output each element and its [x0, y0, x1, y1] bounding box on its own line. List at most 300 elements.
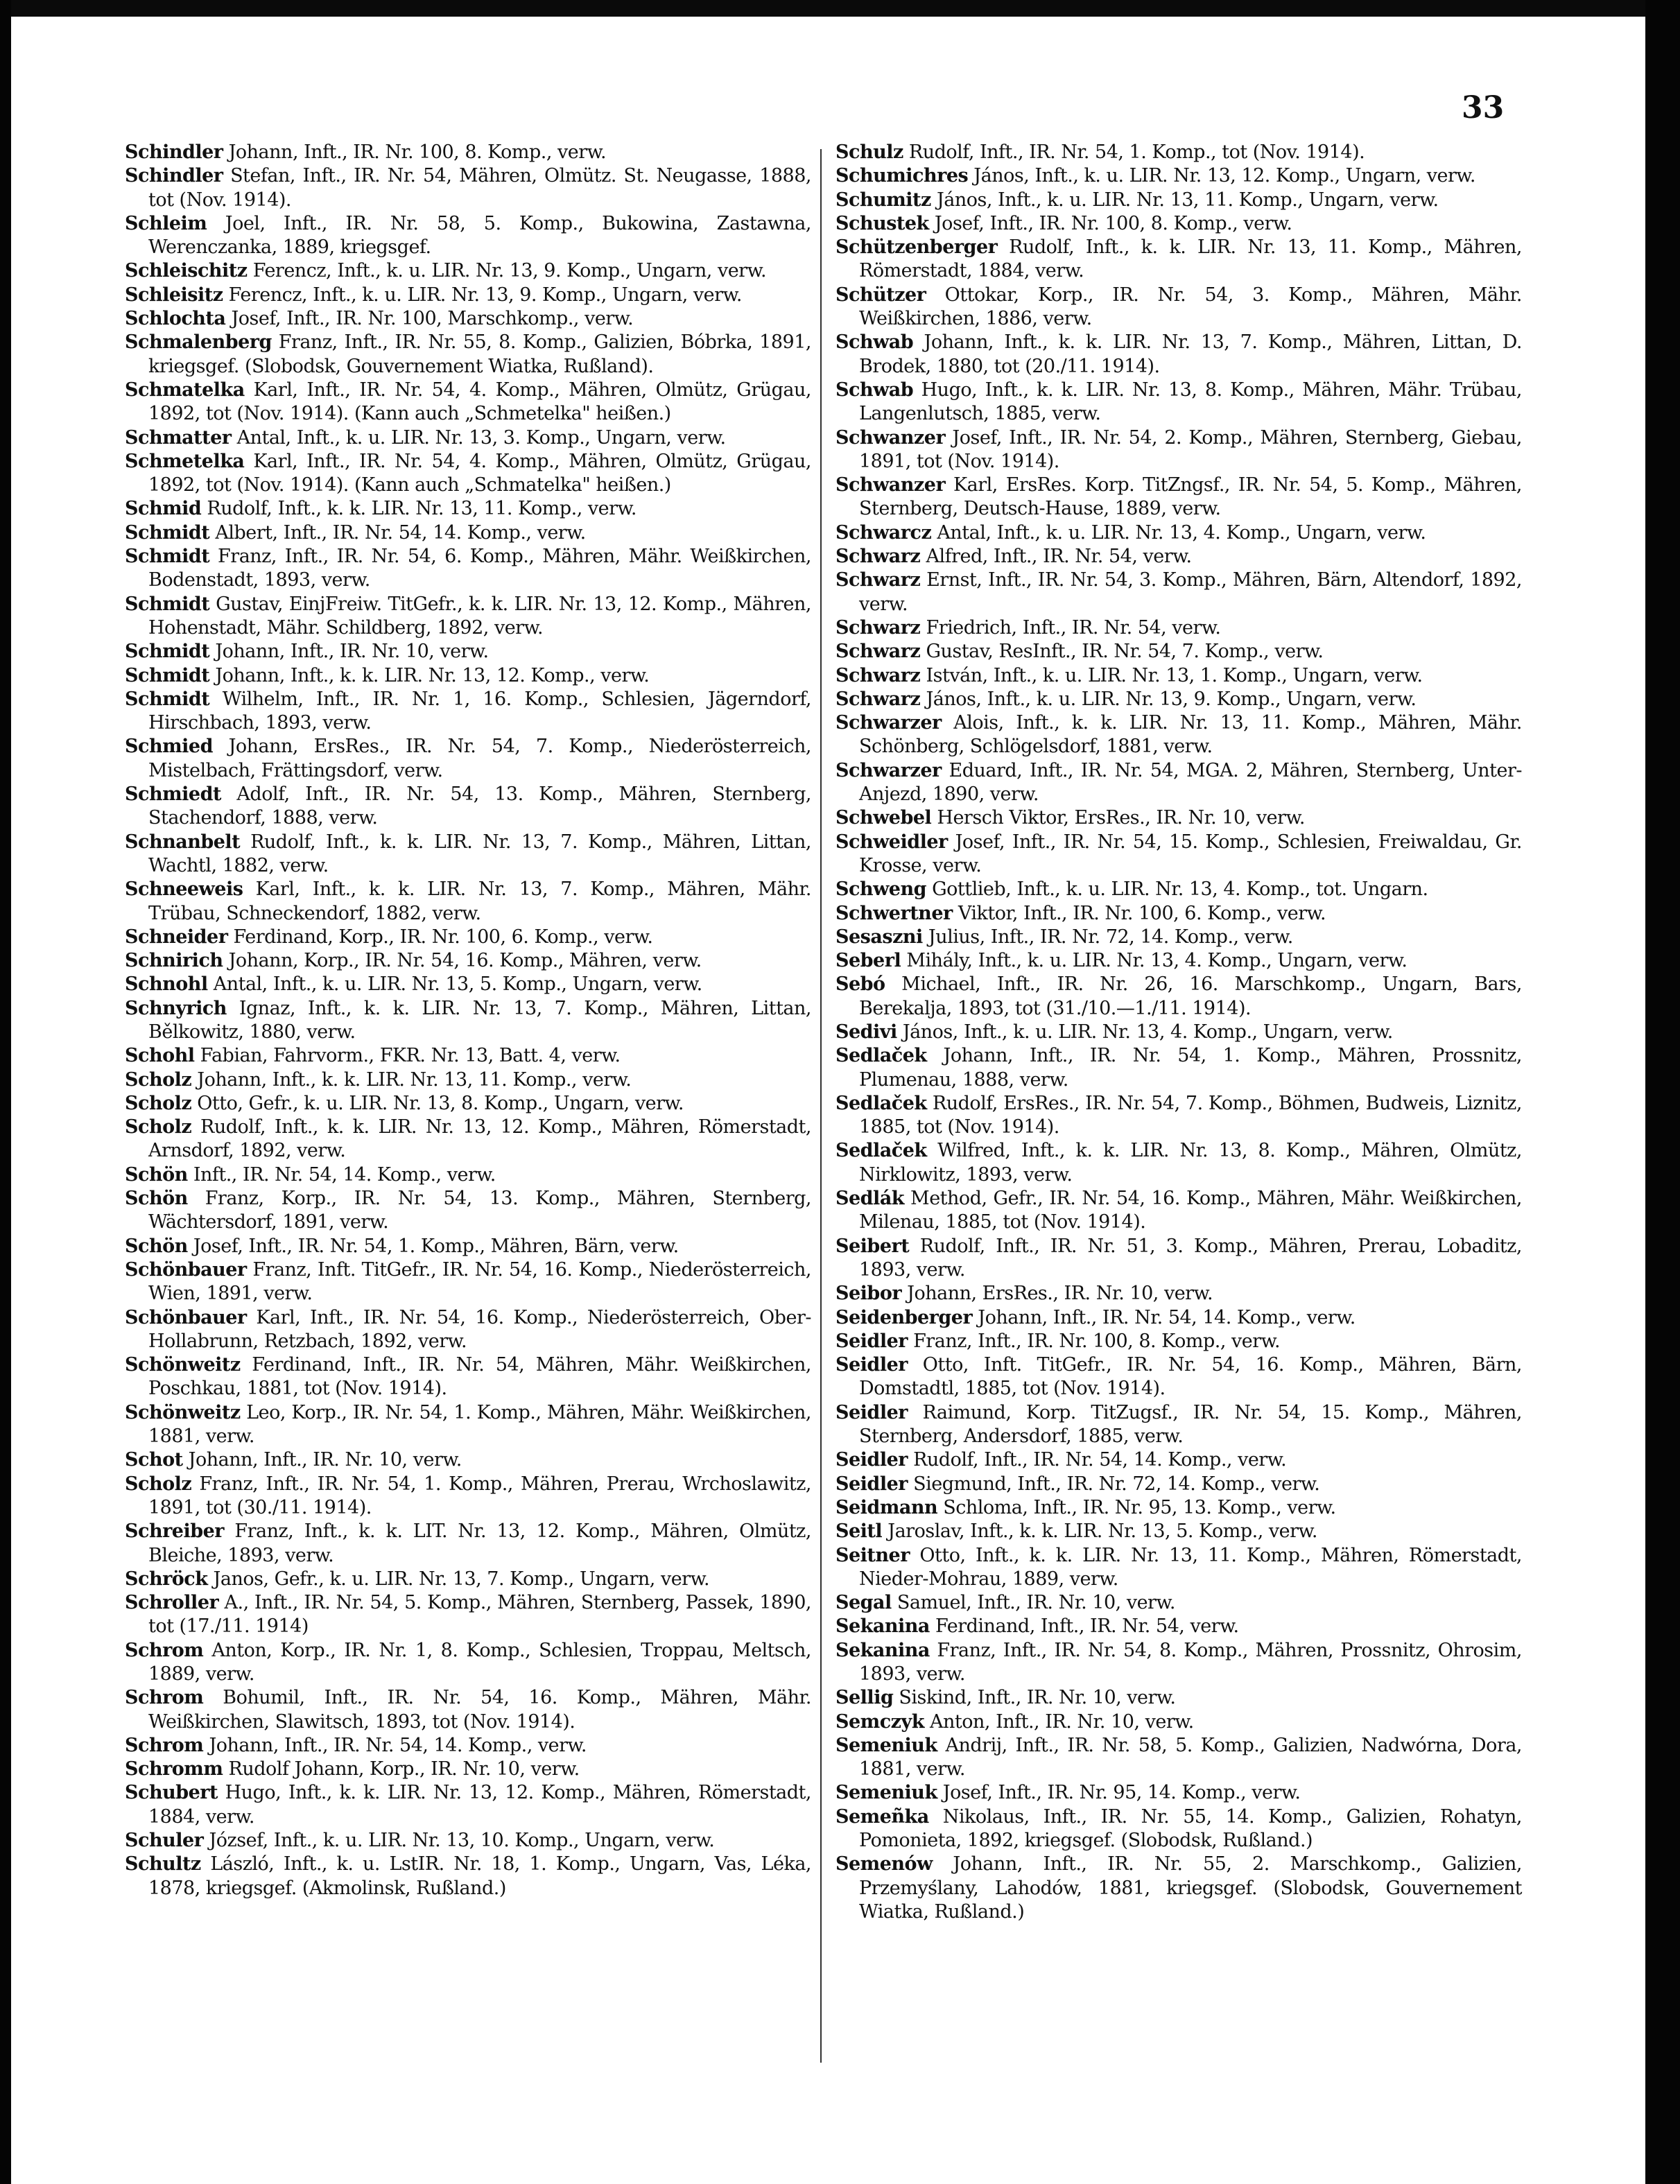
entry-details: Josef, Inft., IR. Nr. 100, 8. Komp., verw.	[934, 212, 1292, 234]
entry-surname: Schwarz	[835, 546, 921, 568]
entry-details: Johann, Inft., IR. Nr. 100, 8. Komp., verw.	[228, 141, 607, 163]
entry-surname: Schreiber	[125, 1520, 225, 1543]
entry-details: Franz, Inft., IR. Nr. 54, 1. Komp., Mähren, Prerau, Wrchoslawitz, 1891, tot (30./11. 1914).	[148, 1473, 812, 1518]
entry-details: Rudolf, Inft., k. k. LIR. Nr. 13, 11. Komp., verw.	[207, 498, 637, 520]
register-entry	[835, 664, 1522, 688]
register-entry	[835, 212, 1522, 236]
register-entry	[835, 1401, 1522, 1449]
entry-surname: Schmid	[125, 498, 202, 520]
entry-surname: Schrom	[125, 1639, 204, 1661]
entry-surname: Schwarz	[835, 688, 921, 710]
column-divider	[820, 149, 822, 2063]
entry-details: Karl, Inft., IR. Nr. 54, 16. Komp., Niederösterreich, Ober-Hollabrunn, Retzbach, 1892, verw.	[148, 1306, 811, 1352]
scan-border-left	[0, 0, 11, 2184]
entry-surname: Semczyk	[835, 1710, 924, 1733]
register-entry	[835, 640, 1522, 664]
entry-details: Anton, Korp., IR. Nr. 1, 8. Komp., Schlesien, Troppau, Meltsch, 1889, verw.	[148, 1639, 811, 1685]
register-entry	[125, 141, 811, 164]
entry-details: Franz, Korp., IR. Nr. 54, 13. Komp., Mähren, Sternberg, Wächtersdorf, 1891, verw.	[148, 1188, 811, 1233]
entry-surname: Schmidt	[125, 593, 210, 615]
entry-details: Gustav, EinjFreiw. TitGefr., k. k. LIR. Nr. 13, 12. Komp., Mähren, Hohenstadt, Mähr. Schildberg, 1892, verw.	[148, 593, 811, 639]
entry-surname: Sedivi	[835, 1021, 897, 1043]
register-entry	[125, 164, 811, 212]
entry-surname: Schwarzer	[835, 712, 942, 734]
entry-surname: Schwab	[835, 331, 914, 354]
entry-details: László, Inft., k. u. LstIR. Nr. 18, 1. Komp., Ungarn, Vas, Léka, 1878, kriegsgef. (Akmolinsk, Rußland.)	[148, 1853, 811, 1899]
entry-details: Jaroslav, Inft., k. k. LIR. Nr. 13, 5. Komp., verw.	[887, 1520, 1317, 1543]
entry-surname: Semenów	[835, 1853, 933, 1875]
entry-details: Antal, Inft., k. u. LIR. Nr. 13, 5. Komp., Ungarn, verw.	[213, 973, 702, 996]
register-entry	[125, 688, 811, 736]
register-entry	[125, 1044, 811, 1068]
register-entry	[835, 688, 1522, 711]
entry-details: Otto, Inft. TitGefr., IR. Nr. 54, 16. Komp., Mähren, Bärn, Domstadtl, 1885, tot (Nov. 1914).	[859, 1354, 1522, 1400]
entry-surname: Schnirich	[125, 950, 223, 972]
entry-details: Rudolf Johann, Korp., IR. Nr. 10, verw.	[228, 1758, 580, 1780]
register-entry	[835, 926, 1522, 949]
entry-surname: Schwertner	[835, 902, 953, 924]
entry-details: Stefan, Inft., IR. Nr. 54, Mähren, Olmütz. St. Neugasse, 1888, tot (Nov. 1914).	[148, 165, 811, 211]
entry-surname: Schindler	[125, 165, 223, 187]
entry-surname: Schön	[125, 1188, 188, 1210]
register-entry	[125, 664, 811, 688]
entry-surname: Schnyrich	[125, 997, 227, 1019]
entry-surname: Segal	[835, 1592, 892, 1614]
entry-details: István, Inft., k. u. LIR. Nr. 13, 1. Komp., Ungarn, verw.	[926, 664, 1423, 686]
entry-surname: Schwarzer	[835, 759, 942, 781]
register-entry	[125, 973, 811, 996]
entry-surname: Sedlaček	[835, 1045, 927, 1067]
register-entry	[125, 450, 811, 498]
register-entry	[125, 1853, 811, 1900]
register-entry	[125, 831, 811, 878]
entry-surname: Schwebel	[835, 807, 932, 829]
register-entry	[125, 1092, 811, 1116]
entry-surname: Schön	[125, 1163, 188, 1186]
register-entry	[835, 569, 1522, 616]
entry-details: Gustav, ResInft., IR. Nr. 54, 7. Komp., verw.	[926, 641, 1324, 663]
register-entry	[835, 759, 1522, 807]
entry-details: Johann, Inft., k. k. LIR. Nr. 13, 11. Komp., verw.	[197, 1068, 632, 1091]
entry-surname: Schmidt	[125, 641, 210, 663]
entry-surname: Scholz	[125, 1116, 192, 1138]
entry-details: Alfred, Inft., IR. Nr. 54, verw.	[926, 546, 1192, 568]
register-entry	[125, 307, 811, 331]
register-entry	[125, 545, 811, 593]
register-entry	[835, 902, 1522, 926]
register-entry	[835, 521, 1522, 545]
register-entry	[125, 1353, 811, 1401]
entry-surname: Seidenberger	[835, 1306, 973, 1328]
register-entry	[835, 1591, 1522, 1615]
entry-details: Josef, Inft., IR. Nr. 54, 15. Komp., Schlesien, Freiwaldau, Gr. Krosse, verw.	[859, 831, 1522, 876]
entry-details: József, Inft., k. u. LIR. Nr. 13, 10. Komp., Ungarn, verw.	[209, 1830, 715, 1852]
entry-surname: Seibor	[835, 1283, 902, 1305]
register-entry	[835, 379, 1522, 426]
entry-surname: Sellig	[835, 1687, 894, 1709]
register-entry	[125, 1568, 811, 1591]
entry-details: Michael, Inft., IR. Nr. 26, 16. Marschkomp., Ungarn, Bars, Berekalja, 1893, tot (31./10.—1./11. 1914).	[859, 973, 1522, 1019]
entry-details: János, Inft., k. u. LIR. Nr. 13, 9. Komp., Ungarn, verw.	[926, 688, 1417, 710]
entry-surname: Schmidt	[125, 546, 210, 568]
entry-details: Schloma, Inft., IR. Nr. 95, 13. Komp., verw.	[943, 1496, 1336, 1518]
entry-surname: Schmatter	[125, 426, 232, 449]
entry-details: Johann, Inft., IR. Nr. 54, 14. Komp., verw.	[978, 1306, 1356, 1328]
scan-border-right	[1645, 0, 1680, 2184]
entry-surname: Schromm	[125, 1758, 223, 1780]
entry-surname: Seidler	[835, 1473, 908, 1495]
entry-details: Johann, Inft., k. k. LIR. Nr. 13, 12. Komp., verw.	[215, 664, 650, 686]
entry-surname: Schwarz	[835, 569, 921, 591]
entry-surname: Schrom	[125, 1687, 204, 1709]
entry-surname: Schmidt	[125, 688, 210, 710]
entry-surname: Sesaszni	[835, 926, 923, 948]
entry-surname: Schindler	[125, 141, 223, 163]
entry-surname: Seidler	[835, 1401, 908, 1423]
entry-surname: Schohl	[125, 1045, 195, 1067]
register-entry	[125, 1306, 811, 1354]
entry-surname: Sebó	[835, 973, 885, 996]
register-entry	[835, 973, 1522, 1021]
entry-details: Antal, Inft., k. u. LIR. Nr. 13, 3. Komp., Ungarn, verw.	[236, 426, 726, 449]
entry-details: Ferdinand, Inft., IR. Nr. 54, verw.	[935, 1615, 1239, 1638]
register-entry	[835, 426, 1522, 474]
entry-surname: Schmetelka	[125, 450, 245, 472]
entry-surname: Semeniuk	[835, 1734, 937, 1756]
entry-surname: Semeñka	[835, 1805, 929, 1828]
entry-details: Hugo, Inft., k. k. LIR. Nr. 13, 8. Komp., Mähren, Mähr. Trübau, Langenlutsch, 1885, verw.	[859, 379, 1522, 425]
scan-border-top	[0, 0, 1680, 17]
entry-details: Josef, Inft., IR. Nr. 100, Marschkomp., verw.	[231, 308, 634, 330]
entry-surname: Schönbauer	[125, 1306, 247, 1328]
entry-surname: Schwanzer	[835, 426, 946, 449]
entry-details: Bohumil, Inft., IR. Nr. 54, 16. Komp., Mähren, Mähr. Weißkirchen, Slawitsch, 1893, tot (Nov. 1914).	[148, 1687, 811, 1733]
entry-details: Rudolf, Inft., k. k. LIR. Nr. 13, 12. Komp., Mähren, Römerstadt, Arnsdorf, 1892, verw.	[148, 1116, 811, 1162]
entry-surname: Schlochta	[125, 308, 226, 330]
entry-details: Karl, Inft., k. k. LIR. Nr. 13, 7. Komp., Mähren, Mähr. Trübau, Schneckendorf, 1882, verw.	[148, 878, 811, 924]
register-entry	[835, 806, 1522, 830]
entry-surname: Seitl	[835, 1520, 883, 1543]
entry-details: Eduard, Inft., IR. Nr. 54, MGA. 2, Mähren, Sternberg, Unter-Anjezd, 1890, verw.	[859, 759, 1522, 806]
entry-surname: Sedlaček	[835, 1092, 927, 1114]
entry-details: Ernst, Inft., IR. Nr. 54, 3. Komp., Mähren, Bärn, Altendorf, 1892, verw.	[859, 569, 1523, 615]
register-entry	[835, 1448, 1522, 1472]
entry-details: Johann, ErsRes., IR. Nr. 10, verw.	[907, 1283, 1213, 1305]
entry-details: Siskind, Inft., IR. Nr. 10, verw.	[899, 1687, 1176, 1709]
entry-details: Ferdinand, Inft., IR. Nr. 54, Mähren, Mähr. Weißkirchen, Poschkau, 1881, tot (Nov. 1914).	[148, 1354, 811, 1400]
entry-details: Franz, Inft., k. k. LIT. Nr. 13, 12. Komp., Mähren, Olmütz, Bleiche, 1893, verw.	[148, 1520, 811, 1566]
entry-details: Hugo, Inft., k. k. LIR. Nr. 13, 12. Komp., Mähren, Römerstadt, 1884, verw.	[148, 1782, 811, 1828]
register-entry	[835, 1353, 1522, 1401]
entry-surname: Sekanina	[835, 1639, 930, 1661]
entry-details: Rudolf, Inft., k. k. LIR. Nr. 13, 11. Komp., Mähren, Römerstadt, 1884, verw.	[859, 236, 1522, 282]
register-entry	[125, 1734, 811, 1758]
register-entry	[125, 1235, 811, 1258]
entry-surname: Seidmann	[835, 1496, 938, 1518]
entry-surname: Schwarz	[835, 616, 921, 639]
entry-surname: Schönweitz	[125, 1401, 241, 1423]
entry-surname: Schrom	[125, 1734, 204, 1756]
entry-details: Alois, Inft., k. k. LIR. Nr. 13, 11. Komp., Mähren, Mähr. Schönberg, Schlögelsdorf, 1881, verw.	[859, 712, 1522, 758]
entry-surname: Schmiedt	[125, 783, 221, 806]
entry-surname: Schustek	[835, 212, 929, 234]
entry-details: Ignaz, Inft., k. k. LIR. Nr. 13, 7. Komp., Mähren, Littan, Bělkowitz, 1880, verw.	[148, 997, 811, 1043]
entry-surname: Schleim	[125, 212, 207, 234]
register-entry	[835, 189, 1522, 212]
entry-details: Johann, Inft., IR. Nr. 54, 14. Komp., verw.	[209, 1734, 587, 1756]
entry-details: Raimund, Korp. TitZugsf., IR. Nr. 54, 15. Komp., Mähren, Sternberg, Andersdorf, 1885, verw.	[859, 1401, 1522, 1448]
entry-surname: Schmidt	[125, 521, 210, 544]
entry-details: Josef, Inft., IR. Nr. 54, 1. Komp., Mähren, Bärn, verw.	[193, 1235, 679, 1257]
entry-details: Rudolf, ErsRes., IR. Nr. 54, 7. Komp., Böhmen, Budweis, Liznitz, 1885, tot (Nov. 1914).	[859, 1092, 1522, 1138]
register-entry	[125, 997, 811, 1045]
entry-details: Friedrich, Inft., IR. Nr. 54, verw.	[926, 616, 1221, 639]
register-entry	[835, 1235, 1522, 1283]
register-entry	[125, 1473, 811, 1520]
register-entry	[125, 497, 811, 521]
entry-surname: Schröck	[125, 1568, 208, 1590]
entry-surname: Schweng	[835, 878, 926, 901]
entry-details: Franz, Inft., IR. Nr. 54, 6. Komp., Mähren, Mähr. Weißkirchen, Bodenstadt, 1893, verw.	[148, 546, 811, 591]
entry-details: Hersch Viktor, ErsRes., IR. Nr. 10, verw.	[937, 807, 1305, 829]
register-entry	[125, 593, 811, 641]
register-entry	[125, 1829, 811, 1853]
entry-details: Karl, Inft., IR. Nr. 54, 4. Komp., Mähren, Olmütz, Grügau, 1892, tot (Nov. 1914). (Kann auch „Schmetelka" heißen.)	[148, 379, 811, 425]
register-entry	[835, 616, 1522, 640]
entry-surname: Schwanzer	[835, 474, 946, 496]
entry-surname: Seibert	[835, 1235, 910, 1257]
register-entry	[835, 1473, 1522, 1496]
register-entry	[835, 545, 1522, 569]
entry-surname: Schmied	[125, 736, 213, 758]
entry-details: Rudolf, Inft., k. k. LIR. Nr. 13, 7. Komp., Mähren, Littan, Wachtl, 1882, verw.	[148, 831, 811, 876]
entry-surname: Schnanbelt	[125, 831, 241, 853]
entry-details: Rudolf, Inft., IR. Nr. 54, 14. Komp., verw.	[913, 1449, 1287, 1471]
entry-details: Josef, Inft., IR. Nr. 95, 14. Komp., verw.	[942, 1782, 1301, 1804]
register-entry	[125, 926, 811, 949]
entry-details: Anton, Inft., IR. Nr. 10, verw.	[930, 1710, 1194, 1733]
entry-surname: Sedlaček	[835, 1140, 927, 1162]
register-entry	[835, 1092, 1522, 1140]
page-number: 33	[1462, 90, 1505, 125]
register-entry	[835, 1330, 1522, 1353]
entry-details: Johann, Inft., IR. Nr. 54, 1. Komp., Mähren, Prossnitz, Plumenau, 1888, verw.	[859, 1045, 1522, 1091]
register-entry	[125, 1686, 811, 1734]
entry-surname: Schwarcz	[835, 521, 932, 544]
register-entry	[125, 735, 811, 783]
register-entry	[835, 1282, 1522, 1306]
register-entry	[125, 1258, 811, 1306]
register-entry	[125, 331, 811, 379]
entry-surname: Seitner	[835, 1544, 910, 1566]
register-entry	[835, 236, 1522, 284]
register-entry	[835, 141, 1522, 164]
register-entry	[125, 1591, 811, 1639]
entry-details: Johann, ErsRes., IR. Nr. 54, 7. Komp., Niederösterreich, Mistelbach, Frättingsdorf, verw.	[148, 736, 811, 781]
entry-details: Wilhelm, Inft., IR. Nr. 1, 16. Komp., Schlesien, Jägerndorf, Hirschbach, 1893, verw.	[148, 688, 811, 734]
entry-surname: Seidler	[835, 1330, 908, 1352]
left-column	[125, 141, 811, 1900]
entry-details: Mihály, Inft., k. u. LIR. Nr. 13, 4. Komp., Ungarn, verw.	[906, 950, 1408, 972]
entry-surname: Schnohl	[125, 973, 208, 996]
register-entry	[125, 284, 811, 307]
register-entry	[835, 1306, 1522, 1330]
entry-details: János, Inft., k. u. LIR. Nr. 13, 12. Komp., Ungarn, verw.	[973, 165, 1475, 187]
register-entry	[125, 640, 811, 664]
entry-details: János, Inft., k. u. LIR. Nr. 13, 4. Komp., Ungarn, verw.	[902, 1021, 1393, 1043]
entry-surname: Schulz	[835, 141, 903, 163]
register-entry	[835, 1639, 1522, 1687]
register-entry	[125, 1781, 811, 1829]
entry-details: Johann, Inft., IR. Nr. 10, verw.	[215, 641, 489, 663]
entry-surname: Schwab	[835, 379, 914, 401]
register-entry	[835, 1139, 1522, 1187]
entry-details: Otto, Inft., k. k. LIR. Nr. 13, 11. Komp., Mähren, Römerstadt, Nieder-Mohrau, 1889, verw.	[859, 1544, 1522, 1590]
entry-surname: Schmatelka	[125, 379, 245, 401]
entry-details: Franz, Inft., IR. Nr. 100, 8. Komp., verw.	[913, 1330, 1281, 1352]
register-entry	[835, 1734, 1522, 1782]
entry-surname: Schwarz	[835, 641, 921, 663]
entry-details: Adolf, Inft., IR. Nr. 54, 13. Komp., Mähren, Sternberg, Stachendorf, 1888, verw.	[148, 783, 811, 829]
entry-details: Viktor, Inft., IR. Nr. 100, 6. Komp., verw.	[958, 902, 1326, 924]
entry-surname: Schroller	[125, 1592, 219, 1614]
entry-details: Karl, Inft., IR. Nr. 54, 4. Komp., Mähren, Olmütz, Grügau, 1892, tot (Nov. 1914). (Kann auch „Schmatelka" heißen.)	[148, 450, 811, 496]
register-entry	[835, 1686, 1522, 1710]
entry-details: Franz, Inft., IR. Nr. 55, 8. Komp., Galizien, Bóbrka, 1891, kriegsgef. (Slobodsk, Gouvernement Wiatka, Rußland).	[148, 331, 811, 377]
register-entry	[835, 474, 1522, 521]
register-entry	[125, 1068, 811, 1092]
entry-surname: Semeniuk	[835, 1782, 937, 1804]
register-entry	[835, 1187, 1522, 1235]
right-column	[835, 141, 1522, 1924]
entry-surname: Schot	[125, 1449, 183, 1471]
entry-surname: Seberl	[835, 950, 901, 972]
entry-details: Ferencz, Inft., k. u. LIR. Nr. 13, 9. Komp., Ungarn, verw.	[252, 260, 767, 282]
register-entry	[125, 521, 811, 545]
entry-details: Ferencz, Inft., k. u. LIR. Nr. 13, 9. Komp., Ungarn, verw.	[228, 284, 743, 306]
entry-details: Nikolaus, Inft., IR. Nr. 55, 14. Komp., Galizien, Rohatyn, Pomonieta, 1892, kriegsgef. (Slobodsk, Rußland.)	[859, 1805, 1522, 1852]
register-entry	[835, 878, 1522, 901]
entry-surname: Sekanina	[835, 1615, 930, 1638]
register-entry	[125, 259, 811, 283]
entry-details: Franz, Inft., IR. Nr. 54, 8. Komp., Mähren, Prossnitz, Ohrosim, 1893, verw.	[859, 1639, 1522, 1685]
register-entry	[835, 164, 1522, 188]
register-entry	[835, 1544, 1522, 1592]
entry-details: Samuel, Inft., IR. Nr. 10, verw.	[897, 1592, 1175, 1614]
entry-details: Johann, Inft., IR. Nr. 55, 2. Marschkomp., Galizien, Przemyślany, Lahodów, 1881, kriegsgef. (Slobodsk, Gouvernement Wiatka, Rußland.)	[859, 1853, 1522, 1923]
register-entry	[125, 1448, 811, 1472]
entry-surname: Scholz	[125, 1092, 192, 1114]
register-entry	[125, 1758, 811, 1781]
entry-details: A., Inft., IR. Nr. 54, 5. Komp., Mähren, Sternberg, Passek, 1890, tot (17./11. 1914)	[148, 1592, 811, 1638]
entry-surname: Schumichres	[835, 165, 969, 187]
register-entry	[835, 331, 1522, 379]
register-entry	[125, 1163, 811, 1187]
entry-details: János, Inft., k. u. LIR. Nr. 13, 11. Komp., Ungarn, verw.	[936, 189, 1439, 211]
entry-details: Leo, Korp., IR. Nr. 54, 1. Komp., Mähren, Mähr. Weißkirchen, 1881, verw.	[148, 1401, 811, 1448]
register-entry	[125, 379, 811, 426]
entry-details: Franz, Inft. TitGefr., IR. Nr. 54, 16. Komp., Niederösterreich, Wien, 1891, verw.	[148, 1258, 811, 1305]
entry-details: Johann, Inft., k. k. LIR. Nr. 13, 7. Komp., Mähren, Littan, D. Brodek, 1880, tot (20./11. 1914).	[859, 331, 1522, 377]
entry-details: Joel, Inft., IR. Nr. 58, 5. Komp., Bukowina, Zastawna, Werenczanka, 1889, kriegsgef.	[148, 212, 811, 259]
register-entry	[835, 831, 1522, 878]
register-entry	[125, 1401, 811, 1449]
register-entry	[835, 1044, 1522, 1092]
entry-details: Rudolf, Inft., IR. Nr. 51, 3. Komp., Mähren, Prerau, Lobaditz, 1893, verw.	[859, 1235, 1522, 1281]
register-entry	[125, 212, 811, 260]
entry-surname: Schleischitz	[125, 260, 248, 282]
register-entry	[835, 1853, 1522, 1924]
register-entry	[835, 1805, 1522, 1853]
register-entry	[835, 1496, 1522, 1520]
entry-details: Antal, Inft., k. u. LIR. Nr. 13, 4. Komp., Ungarn, verw.	[937, 521, 1426, 544]
entry-details: Josef, Inft., IR. Nr. 54, 2. Komp., Mähren, Sternberg, Giebau, 1891, tot (Nov. 1914).	[859, 426, 1522, 472]
entry-surname: Schmidt	[125, 664, 210, 686]
entry-details: Siegmund, Inft., IR. Nr. 72, 14. Komp., verw.	[913, 1473, 1320, 1495]
entry-surname: Schneider	[125, 926, 228, 948]
register-entry	[125, 1639, 811, 1687]
register-entry	[835, 284, 1522, 331]
register-entry	[125, 783, 811, 831]
register-entry	[125, 878, 811, 926]
register-entry	[835, 1021, 1522, 1044]
entry-details: Andrij, Inft., IR. Nr. 58, 5. Komp., Galizien, Nadwórna, Dora, 1881, verw.	[859, 1734, 1522, 1780]
register-entry	[835, 1710, 1522, 1734]
entry-surname: Schweidler	[835, 831, 948, 853]
entry-details: Karl, ErsRes. Korp. TitZngsf., IR. Nr. 54, 5. Komp., Mähren, Sternberg, Deutsch-Hause, 1889, verw.	[859, 474, 1522, 520]
entry-details: Julius, Inft., IR. Nr. 72, 14. Komp., verw.	[928, 926, 1293, 948]
register-entry	[835, 711, 1522, 759]
register-entry	[125, 949, 811, 973]
entry-surname: Schwarz	[835, 664, 921, 686]
entry-details: Johann, Inft., IR. Nr. 10, verw.	[188, 1449, 462, 1471]
entry-details: Janos, Gefr., k. u. LIR. Nr. 13, 7. Komp., Ungarn, verw.	[213, 1568, 710, 1590]
entry-details: Gottlieb, Inft., k. u. LIR. Nr. 13, 4. Komp., tot. Ungarn.	[932, 878, 1428, 901]
entry-surname: Schumitz	[835, 189, 931, 211]
entry-details: Method, Gefr., IR. Nr. 54, 16. Komp., Mähren, Mähr. Weißkirchen, Milenau, 1885, tot (Nov. 1914).	[859, 1188, 1522, 1233]
register-entry	[835, 949, 1522, 973]
entry-surname: Schleisitz	[125, 284, 223, 306]
register-entry	[125, 1187, 811, 1235]
entry-surname: Scholz	[125, 1068, 192, 1091]
entry-details: Johann, Korp., IR. Nr. 54, 16. Komp., Mähren, verw.	[228, 950, 702, 972]
entry-details: Fabian, Fahrvorm., FKR. Nr. 13, Batt. 4, verw.	[200, 1045, 621, 1067]
register-entry	[125, 426, 811, 450]
entry-surname: Schneeweis	[125, 878, 243, 901]
entry-details: Ferdinand, Korp., IR. Nr. 100, 6. Komp., verw.	[233, 926, 653, 948]
entry-surname: Schubert	[125, 1782, 218, 1804]
entry-surname: Seidler	[835, 1354, 908, 1376]
entry-surname: Schuler	[125, 1830, 204, 1852]
entry-surname: Schultz	[125, 1853, 201, 1875]
register-entry	[125, 1116, 811, 1163]
entry-details: Ottokar, Korp., IR. Nr. 54, 3. Komp., Mähren, Mähr. Weißkirchen, 1886, verw.	[859, 284, 1522, 330]
entry-surname: Scholz	[125, 1473, 192, 1495]
register-entry	[835, 1520, 1522, 1543]
register-entry	[835, 1615, 1522, 1638]
entry-surname: Schönweitz	[125, 1354, 241, 1376]
entry-surname: Seidler	[835, 1449, 908, 1471]
entry-details: Inft., IR. Nr. 54, 14. Komp., verw.	[193, 1163, 496, 1186]
entry-details: Albert, Inft., IR. Nr. 54, 14. Komp., verw.	[215, 521, 586, 544]
entry-surname: Schützer	[835, 284, 926, 306]
entry-details: Wilfred, Inft., k. k. LIR. Nr. 13, 8. Komp., Mähren, Olmütz, Nirklowitz, 1893, verw.	[859, 1140, 1522, 1186]
register-entry	[125, 1520, 811, 1568]
entry-details: Otto, Gefr., k. u. LIR. Nr. 13, 8. Komp., Ungarn, verw.	[197, 1092, 684, 1114]
entry-surname: Schönbauer	[125, 1258, 247, 1281]
entry-surname: Schmalenberg	[125, 331, 272, 354]
entry-surname: Schön	[125, 1235, 188, 1257]
